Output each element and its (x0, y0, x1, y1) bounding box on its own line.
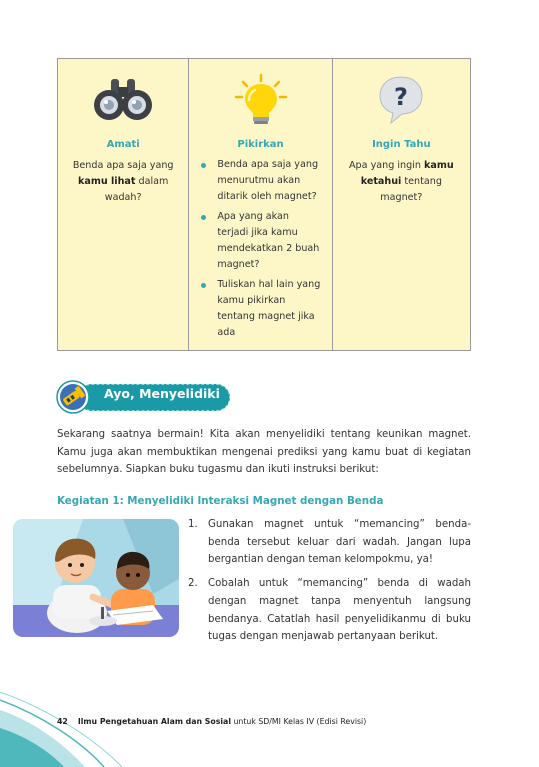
children-magnet-illustration (13, 519, 179, 637)
thinking-table (57, 58, 471, 351)
svg-text:?: ? (394, 83, 409, 111)
list-item: 2. Cobalah untuk “memancing” benda di wadah dengan magnet tanpa menyentuh langsung bendanya. Catatlah hasil penyelidikanmu di buku tugas dengan menjawab pertanyaan berikut. (188, 578, 471, 643)
list-item: Apa yang akan terjadi jika kamu mendekatkan 2 buah magnet? (199, 209, 321, 273)
column-amati (58, 59, 189, 350)
list-item: 1. Gunakan magnet untuk “memancing” benda-benda tersebut keluar dari wadah. Jangan lupa bergantian dengan teman kelompokmu, ya! (188, 519, 471, 566)
list-item: Benda apa saja yang menurutmu akan ditarik oleh magnet? (199, 157, 321, 205)
flashlight-icon (56, 380, 94, 414)
intro-paragraph: Sekarang saatnya bermain! Kita akan menyelidiki tentang keunikan magnet. Kamu juga akan membuktikan mengenai prediksi yang kamu buat di kegiatan sebelumnya. Siapkan buku tugasmu dan ikuti instruksi berikut: (57, 429, 471, 475)
book-title: Ilmu Pengetahuan Alam dan Sosial (77, 717, 231, 726)
section-banner (56, 380, 231, 414)
column-ingin-tahu (333, 59, 470, 350)
corner-wave-decoration (0, 690, 140, 767)
column-title: Ingin Tahu (372, 139, 431, 150)
list-item: Tuliskan hal lain yang kamu pikirkan tentang magnet jika ada (199, 277, 321, 341)
column-question: Apa yang ingin kamu ketahui tentang magnet? (348, 160, 454, 203)
page-number: 42 (57, 717, 68, 726)
book-subtitle: untuk SD/MI Kelas IV (Edisi Revisi) (231, 717, 367, 726)
column-pikirkan (189, 59, 332, 350)
lightbulb-icon (231, 73, 291, 127)
binoculars-icon (91, 73, 155, 123)
column-question: Benda apa saja yang kamu lihat dalam wadah? (72, 160, 174, 203)
activity-title: Kegiatan 1: Menyelidiki Interaksi Magnet dengan Benda (57, 495, 384, 507)
pikirkan-bullet-list (199, 157, 321, 345)
column-title: Amati (106, 139, 140, 150)
column-title: Pikirkan (237, 139, 284, 150)
question-bubble-icon (376, 73, 426, 127)
activity-steps (188, 516, 471, 652)
page-footer (57, 717, 366, 726)
section-title: Ayo, Menyelidiki (104, 386, 220, 401)
